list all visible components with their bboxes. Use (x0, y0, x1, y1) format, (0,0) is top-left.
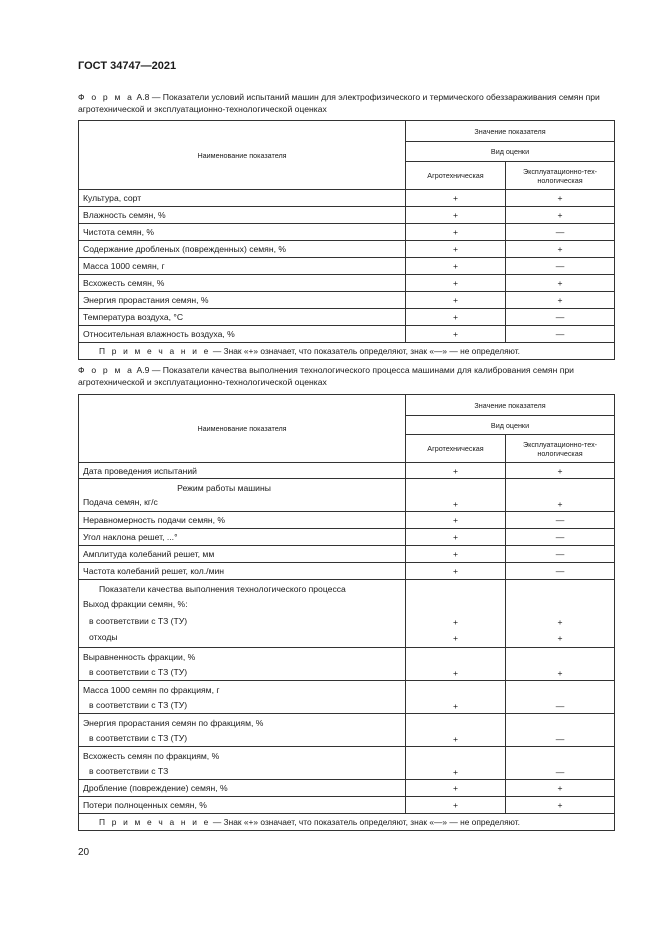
form-a8-note-text: — Знак «+» означает, что показатель определяют, знак «—» — не определяют. (210, 346, 521, 356)
form-a9-col-kind-header: Вид оценки (406, 416, 615, 435)
form-a9-table (78, 394, 615, 831)
energy-tz-label: в соответствии с ТЗ (ТУ) (89, 733, 188, 743)
document-header: ГОСТ 34747—2021 (78, 60, 177, 72)
yield-waste-label: отходы (89, 632, 118, 642)
form-a8-col-value-header: Значение показателя (406, 121, 615, 142)
table-cell-expl: — (506, 309, 615, 326)
table-cell-agro: + (406, 714, 506, 747)
table-cell-agro: + (406, 309, 506, 326)
table-cell-expl: + (506, 479, 615, 512)
table-cell-expl: — (506, 258, 615, 275)
form-a8-caption-text: А.8 — Показатели условий испытаний машин для электрофизического и термического обеззараживания семян при агротехнической и эксплуатационно-технологической оценках (78, 92, 600, 114)
feed-row-label: Подача семян, кг/с (83, 497, 158, 507)
table-cell-agro: + (406, 797, 506, 814)
mode-section-title: Режим работы машины (177, 483, 271, 493)
form-a8-col-kind-header: Вид оценки (406, 142, 615, 162)
table-cell-expl: — (506, 563, 615, 580)
table-row-name: Угол наклона решет, ...° (79, 529, 406, 546)
table-row (79, 326, 615, 343)
table-cell-expl: — (506, 747, 615, 780)
table-cell-agro: + (406, 529, 506, 546)
table-row-name: Дата проведения испытаний (79, 463, 406, 479)
form-a8-note (79, 343, 615, 360)
table-cell-agro: + (406, 292, 506, 309)
table-row (79, 224, 615, 241)
form-a8-note-prefix: П р и м е ч а н и е (99, 346, 211, 356)
yield-tz-label: в соответствии с ТЗ (ТУ) (89, 616, 188, 626)
germ-row-label: Всхожесть семян по фракциям, % (83, 751, 220, 761)
table-cell-agro: + (406, 546, 506, 563)
table-cell-agro: + (406, 275, 506, 292)
table-cell-agro: + (406, 207, 506, 224)
table-row (79, 207, 615, 224)
table-cell-expl: + (506, 648, 615, 681)
table-cell-agro: + (406, 681, 506, 714)
yield-tz-agro: + (452, 617, 459, 627)
table-row-name: Культура, сорт (79, 190, 406, 207)
table-row-name: Частота колебаний решет, кол./мин (79, 563, 406, 580)
table-cell-agro: + (406, 326, 506, 343)
form-a9-note-prefix: П р и м е ч а н и е (99, 817, 211, 827)
yield-tz-expl: + (557, 617, 563, 627)
table-row-name (79, 580, 406, 648)
table-row-name: Температура воздуха, °С (79, 309, 406, 326)
form-a8-col-name-header: Наименование показателя (79, 121, 406, 190)
table-row-name: Масса 1000 семян, г (79, 258, 406, 275)
table-cell-expl: — (506, 546, 615, 563)
table-cell-expl: — (506, 224, 615, 241)
table-cell-agro: + (406, 258, 506, 275)
table-cell-expl: + (506, 207, 615, 224)
table-cell-expl (506, 580, 615, 648)
table-row (79, 292, 615, 309)
yield-row-label: Выход фракции семян, %: (83, 599, 188, 609)
table-row-name: Всхожесть семян, % (79, 275, 406, 292)
form-a9-caption (78, 364, 614, 388)
table-cell-agro: + (406, 747, 506, 780)
table-cell-expl: — (506, 681, 615, 714)
align-row-label: Выравненность фракции, % (83, 652, 196, 662)
table-cell-agro: + (406, 563, 506, 580)
table-cell-expl: — (506, 326, 615, 343)
form-a9-note-text: — Знак «+» означает, что показатель определяют, знак «—» — не определяют. (210, 817, 521, 827)
table-row (79, 190, 615, 207)
table-row-name: Потери полноценных семян, % (79, 797, 406, 814)
form-a9-col-name-header: Наименование показателя (79, 395, 406, 463)
table-cell-expl: + (506, 241, 615, 258)
table-cell-agro: + (406, 648, 506, 681)
table-row-name (79, 479, 406, 512)
page-number: 20 (78, 847, 90, 858)
table-row (79, 241, 615, 258)
table-cell-agro: + (406, 479, 506, 512)
form-a8-col-expl-header: Эксплуатационно-тех-нологическая (506, 162, 615, 190)
form-a9-col-expl-header: Эксплуатационно-тех-нологическая (506, 435, 615, 463)
table-cell-agro: + (406, 190, 506, 207)
table-cell-expl: + (506, 190, 615, 207)
table-row-name (79, 714, 406, 747)
mass-row-label: Масса 1000 семян по фракциям, г (83, 685, 220, 695)
table-row-name: Влажность семян, % (79, 207, 406, 224)
table-row-name: Амплитуда колебаний решет, мм (79, 546, 406, 563)
germ-tz-label: в соответствии с ТЗ (89, 766, 169, 776)
table-row (79, 258, 615, 275)
form-a8-caption-prefix: Ф о р м а (78, 92, 135, 102)
table-row (79, 275, 615, 292)
table-cell-agro: + (406, 512, 506, 529)
table-cell-expl: — (506, 529, 615, 546)
form-a9-col-agro-header: Агротехническая (406, 435, 506, 463)
align-tz-label: в соответствии с ТЗ (ТУ) (89, 667, 188, 677)
table-row-name: Энергия прорастания семян, % (79, 292, 406, 309)
yield-waste-agro: + (452, 633, 459, 643)
mass-tz-label: в соответствии с ТЗ (ТУ) (89, 700, 188, 710)
form-a9-col-value-header: Значение показателя (406, 395, 615, 416)
table-row-name: Чистота семян, % (79, 224, 406, 241)
table-cell-expl: + (506, 780, 615, 797)
table-row-name (79, 681, 406, 714)
form-a8-caption (78, 91, 614, 115)
table-row-name: Содержание дробленых (поврежденных) семян, % (79, 241, 406, 258)
table-cell-agro (406, 580, 506, 648)
table-cell-expl: + (506, 292, 615, 309)
table-cell-expl: + (506, 797, 615, 814)
table-row (79, 309, 615, 326)
yield-waste-expl: + (557, 633, 563, 643)
form-a8-col-agro-header: Агротехническая (406, 162, 506, 190)
table-cell-expl: — (506, 714, 615, 747)
form-a9-note (79, 814, 615, 831)
table-cell-agro: + (406, 241, 506, 258)
table-row-name: Дробление (повреждение) семян, % (79, 780, 406, 797)
table-cell-expl: + (506, 463, 615, 479)
table-cell-expl: — (506, 512, 615, 529)
form-a9-caption-text: А.9 — Показатели качества выполнения технологического процесса машинами для калибрования семян при агротехнической и эксплуатационно-технологической оценках (78, 365, 574, 387)
table-cell-agro: + (406, 463, 506, 479)
table-row-name (79, 648, 406, 681)
table-row-name: Относительная влажность воздуха, % (79, 326, 406, 343)
energy-row-label: Энергия прорастания семян по фракциям, % (83, 718, 264, 728)
form-a9-caption-prefix: Ф о р м а (78, 365, 135, 375)
table-row-name (79, 747, 406, 780)
table-row-name: Неравномерность подачи семян, % (79, 512, 406, 529)
table-cell-agro: + (406, 224, 506, 241)
table-cell-agro: + (406, 780, 506, 797)
quality-section-title: Показатели качества выполнения технологического процесса (99, 584, 346, 594)
table-cell-expl: + (506, 275, 615, 292)
form-a8-table (78, 120, 615, 360)
